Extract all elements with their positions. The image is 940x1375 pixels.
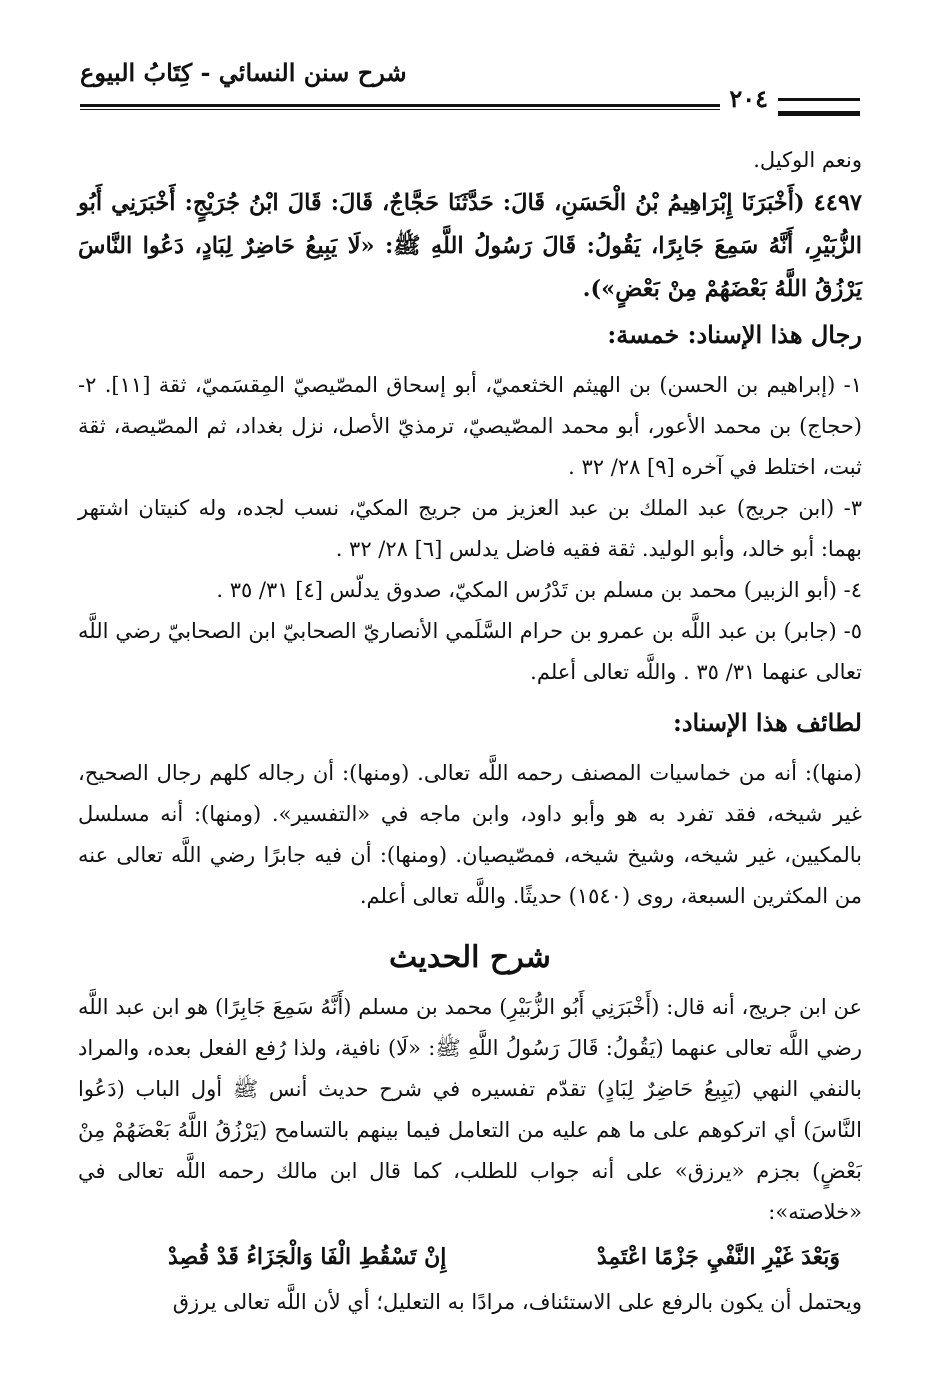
subtleties-heading: لطائف هذا الإسناد: bbox=[672, 708, 862, 737]
narrators-heading: رجال هذا الإسناد: خمسة: bbox=[607, 320, 862, 349]
header-rule bbox=[80, 104, 720, 110]
sharh-text: عن ابن جريج، أنه قال: (أَخْبَرَنِي أَبُو الزُّبَيْرِ) محمد بن مسلم (أَنَّهُ سَمِعَ جَابِرًا) هو ابن عبد اللَّه رضي اللَّه تعالى عنهما (يَقُولُ: قَالَ رَسُولُ اللَّهِ ﷺ: «لَا) نافية، ولذا رُفع الفعل بعده، والمراد بالنفي النهي (يَبِيعُ حَاضِرٌ لِبَادٍ) تقدّم تفسيره في شرح حديث أنس ﷺ أول الباب (دَعُوا النَّاسَ) أي اتركوهم على ما هم عليه من التعامل فيما بينهم بالتسامح (يَرْزُقُ اللَّهُ بَعْضَهُمْ مِنْ بَعْضٍ) بجزم «يرزق» على أنه جواب للطلب، كما قال ابن مالك رحمه اللَّه تعالى في «خلاصته»: bbox=[78, 995, 862, 1224]
subtleties-text: (منها): أنه من خماسيات المصنف رحمه اللَّه تعالى. (ومنها): أن رجاله كلهم رجال الصحيح، غير شيخه، فقد تفرد به هو وأبو داود، وابن ماجه في «التفسير». (ومنها): أنه مسلسل بالمكيين، غير شيخه، وشيخ شيخه، فمصّيصيان. (ومنها): أن فيه جابرًا رضي اللَّه تعالى عنه من المكثرين السبعة، روى (١٥٤٠) حديثًا. واللَّه تعالى أعلم. bbox=[78, 761, 862, 908]
hadith-text: ٤٤٩٧ (أَخْبَرَنَا إِبْرَاهِيمُ بْنُ الْحَسَنِ، قَالَ: حَدَّثَنَا حَجَّاجٌ، قَالَ: قَالَ ابْنُ جُرَيْجٍ: أَخْبَرَنِي أَبُو الزُّبَيْرِ، أَنَّهُ سَمِعَ جَابِرًا، يَقُولُ: قَالَ رَسُولُ اللَّهِ ﷺ: «لَا يَبِيعُ حَاضِرٌ لِبَادٍ، دَعُوا النَّاسَ يَرْزُقُ اللَّهُ بَعْضَهُمْ مِنْ بَعْضٍ»). bbox=[78, 190, 862, 302]
page-body bbox=[78, 140, 862, 1323]
verse-second-hemistich: إِنْ تَسْقُطِ الْفَا وَالْجَزَاءُ قَدْ قُصِدْ bbox=[168, 1244, 447, 1270]
narrator-entry: ٤- (أبو الزبير) محمد بن مسلم بن تَدْرُس المكيّ، صدوق يدلّس [٤] ٣١/ ٣٥ . bbox=[216, 578, 862, 602]
running-header bbox=[80, 58, 860, 128]
final-line: ويحتمل أن يكون بالرفع على الاستئناف، مرادًا به التعليل؛ أي لأن اللَّه تعالى يرزق bbox=[172, 1290, 862, 1314]
narrator-entry: ٣- (ابن جريج) عبد الملك بن عبد العزيز من جريج المكيّ، نسب لجده، وله كنيتان اشتهر بهما: أبو خالد، وأبو الوليد. ثقة فقيه فاضل يدلس [٦] ٢٨/ ٣٢ . bbox=[78, 496, 862, 561]
poetry-verse bbox=[78, 1235, 862, 1279]
verse-first-hemistich: وَبَعْدَ غَيْرِ النَّفْيِ جَزْمًا اعْتَمِدْ bbox=[596, 1244, 840, 1270]
intro-line: ونعم الوكيل. bbox=[753, 148, 862, 172]
sharh-heading: شرح الحديث bbox=[389, 940, 551, 975]
narrator-entry: ٥- (جابر) بن عبد اللَّه بن عمرو بن حرام السَّلَمي الأنصاريّ الصحابيّ ابن الصحابيّ رضي اللَّه تعالى عنهما ٣١/ ٣٥ . واللَّه تعالى أعلم. bbox=[78, 619, 862, 684]
page-number: ٢٠٤ bbox=[729, 84, 768, 113]
header-ornament-rule bbox=[778, 98, 860, 114]
narrator-entry: ١- (إبراهيم بن الحسن) بن الهيثم الخثعميّ، أبو إسحاق المصّيصيّ المِقسَميّ، ثقة [١١]. ٢- (حجاج) بن محمد الأعور، أبو محمد المصّيصيّ، ترمذيّ الأصل، نزل بغداد، ثم المصّيصة، ثقة ثبت، اختلط في آخره [٩] ٢٨/ ٣٢ . bbox=[78, 373, 862, 479]
running-title: شرح سنن النسائي - كِتَابُ البيوع bbox=[80, 58, 407, 87]
